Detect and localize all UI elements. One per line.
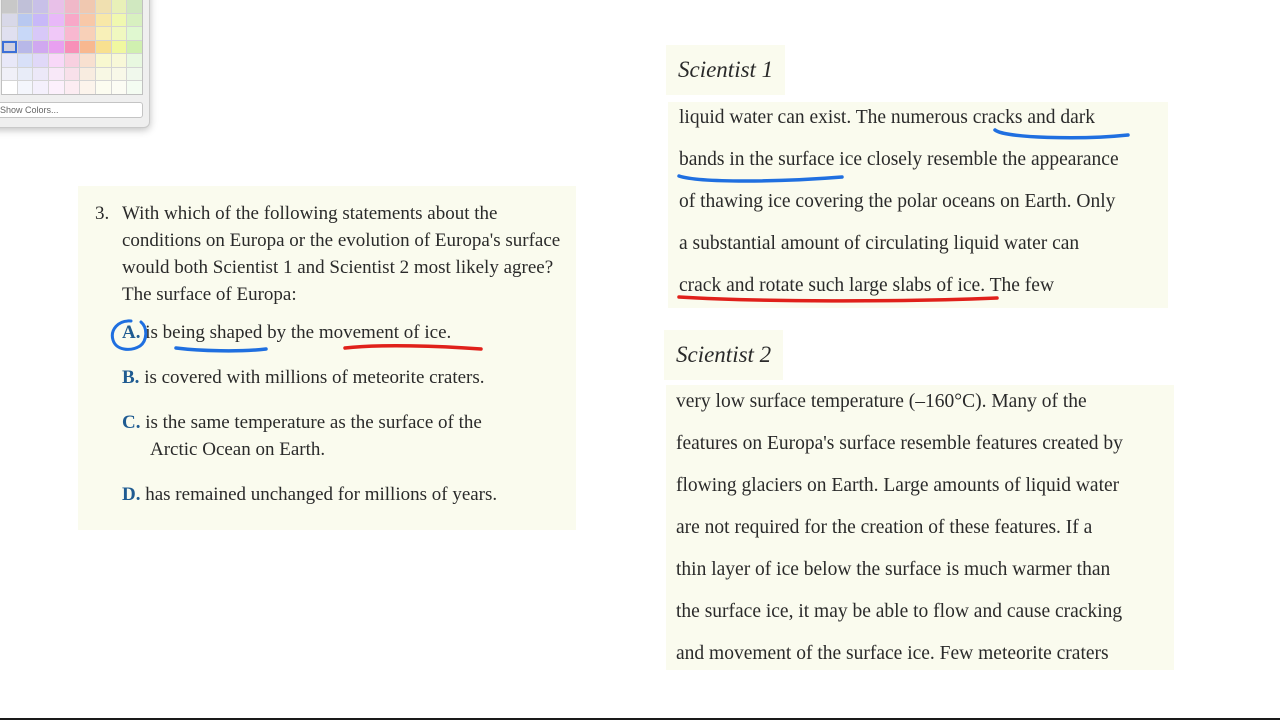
color-swatch[interactable]: [80, 0, 95, 13]
color-swatch[interactable]: [112, 14, 127, 27]
color-swatch[interactable]: [112, 41, 127, 54]
color-swatch[interactable]: [112, 81, 127, 94]
color-swatch[interactable]: [96, 41, 111, 54]
choice-a: [122, 319, 562, 346]
color-swatch[interactable]: [2, 68, 17, 81]
scientist1-line-5: crack and rotate such large slabs of ice. The few: [679, 275, 1055, 296]
color-swatch[interactable]: [65, 68, 80, 81]
color-swatch[interactable]: [18, 27, 33, 40]
color-swatch[interactable]: [96, 68, 111, 81]
color-swatch[interactable]: [96, 27, 111, 40]
color-swatch[interactable]: [18, 41, 33, 54]
color-swatch[interactable]: [18, 81, 33, 94]
color-swatch[interactable]: [18, 0, 33, 13]
scientist1-line-4: a substantial amount of circulating liquid water can: [679, 233, 1080, 254]
color-swatch[interactable]: [18, 68, 33, 81]
color-picker-panel: [0, 0, 150, 128]
color-swatch[interactable]: [33, 54, 48, 67]
choice-c-text-line2: Arctic Ocean on Earth.: [150, 439, 326, 460]
scientist2-line-5: thin layer of ice below the surface is much warmer than: [676, 559, 1111, 580]
color-swatch[interactable]: [127, 68, 142, 81]
color-swatch[interactable]: [80, 27, 95, 40]
choice-b: [122, 364, 562, 391]
color-swatch[interactable]: [127, 14, 142, 27]
color-swatch[interactable]: [33, 68, 48, 81]
color-swatch[interactable]: [2, 81, 17, 94]
color-swatch[interactable]: [18, 54, 33, 67]
scientist1-line-1: liquid water can exist. The numerous cracks and dark: [679, 107, 1096, 128]
color-swatch[interactable]: [2, 0, 17, 13]
color-swatch[interactable]: [112, 0, 127, 13]
color-swatch[interactable]: [96, 14, 111, 27]
color-swatch[interactable]: [2, 41, 17, 54]
color-swatch[interactable]: [127, 0, 142, 13]
choice-c-letter: C.: [122, 412, 141, 433]
choice-b-letter: B.: [122, 367, 140, 388]
color-swatch[interactable]: [80, 81, 95, 94]
color-swatch[interactable]: [112, 54, 127, 67]
color-swatch[interactable]: [65, 81, 80, 94]
scientist2-line-6: the surface ice, it may be able to flow and cause cracking: [676, 601, 1123, 622]
scientist2-line-3: flowing glaciers on Earth. Large amounts of liquid water: [676, 475, 1120, 496]
color-swatch[interactable]: [112, 27, 127, 40]
color-swatch[interactable]: [65, 41, 80, 54]
scientist1-heading: Scientist 1: [666, 45, 785, 95]
choice-a-text: is being shaped by the movement of ice.: [145, 322, 452, 343]
choice-a-letter: A.: [122, 322, 141, 343]
color-swatch[interactable]: [65, 0, 80, 13]
color-swatch[interactable]: [127, 27, 142, 40]
color-swatch[interactable]: [127, 54, 142, 67]
color-swatch[interactable]: [65, 27, 80, 40]
color-swatch[interactable]: [80, 14, 95, 27]
color-swatch[interactable]: [96, 54, 111, 67]
scientist1-line-2: bands in the surface ice closely resemble the appearance: [679, 149, 1119, 170]
color-swatch[interactable]: [49, 54, 64, 67]
scientist2-line-1: very low surface temperature (–160°C). Many of the: [676, 391, 1087, 412]
show-colors-button[interactable]: Show Colors...: [0, 102, 143, 118]
choice-d: [122, 481, 562, 508]
color-swatch[interactable]: [65, 54, 80, 67]
question-number: 3.: [95, 203, 110, 224]
color-swatch[interactable]: [18, 14, 33, 27]
color-swatch[interactable]: [96, 81, 111, 94]
scientist2-heading: Scientist 2: [664, 330, 783, 380]
color-swatch[interactable]: [33, 0, 48, 13]
color-swatch[interactable]: [65, 14, 80, 27]
color-swatch[interactable]: [80, 41, 95, 54]
color-swatch[interactable]: [33, 41, 48, 54]
scientist2-line-4: are not required for the creation of these features. If a: [676, 517, 1093, 538]
color-swatch[interactable]: [127, 81, 142, 94]
color-swatch[interactable]: [2, 54, 17, 67]
scientist2-line-2: features on Europa's surface resemble features created by: [676, 433, 1123, 454]
question-stem: With which of the following statements about the conditions on Europa or the evolution of Europa's surface would both Scientist 1 and Scientist 2 most likely agree? The surface of Europa:: [122, 203, 561, 305]
choice-b-text: is covered with millions of meteorite craters.: [144, 367, 485, 388]
color-swatch[interactable]: [80, 68, 95, 81]
color-swatch[interactable]: [2, 14, 17, 27]
color-swatch[interactable]: [49, 0, 64, 13]
color-swatch[interactable]: [33, 14, 48, 27]
scientist1-line-3: of thawing ice covering the polar oceans on Earth. Only: [679, 191, 1116, 212]
color-swatch[interactable]: [49, 27, 64, 40]
color-swatch[interactable]: [49, 14, 64, 27]
color-swatch[interactable]: [96, 0, 111, 13]
color-swatch[interactable]: [112, 68, 127, 81]
color-swatch[interactable]: [49, 68, 64, 81]
choice-c-text-line1: is the same temperature as the surface of the: [145, 412, 482, 433]
color-swatch[interactable]: [80, 54, 95, 67]
color-swatch[interactable]: [33, 81, 48, 94]
choice-d-letter: D.: [122, 484, 141, 505]
color-swatch[interactable]: [2, 27, 17, 40]
color-swatch-grid[interactable]: [1, 0, 143, 95]
color-swatch[interactable]: [127, 41, 142, 54]
color-swatch[interactable]: [49, 41, 64, 54]
scientist2-line-7: and movement of the surface ice. Few meteorite craters: [676, 643, 1109, 664]
choice-c: [122, 409, 562, 463]
choice-d-text: has remained unchanged for millions of years.: [145, 484, 498, 505]
color-swatch[interactable]: [49, 81, 64, 94]
color-swatch[interactable]: [33, 27, 48, 40]
